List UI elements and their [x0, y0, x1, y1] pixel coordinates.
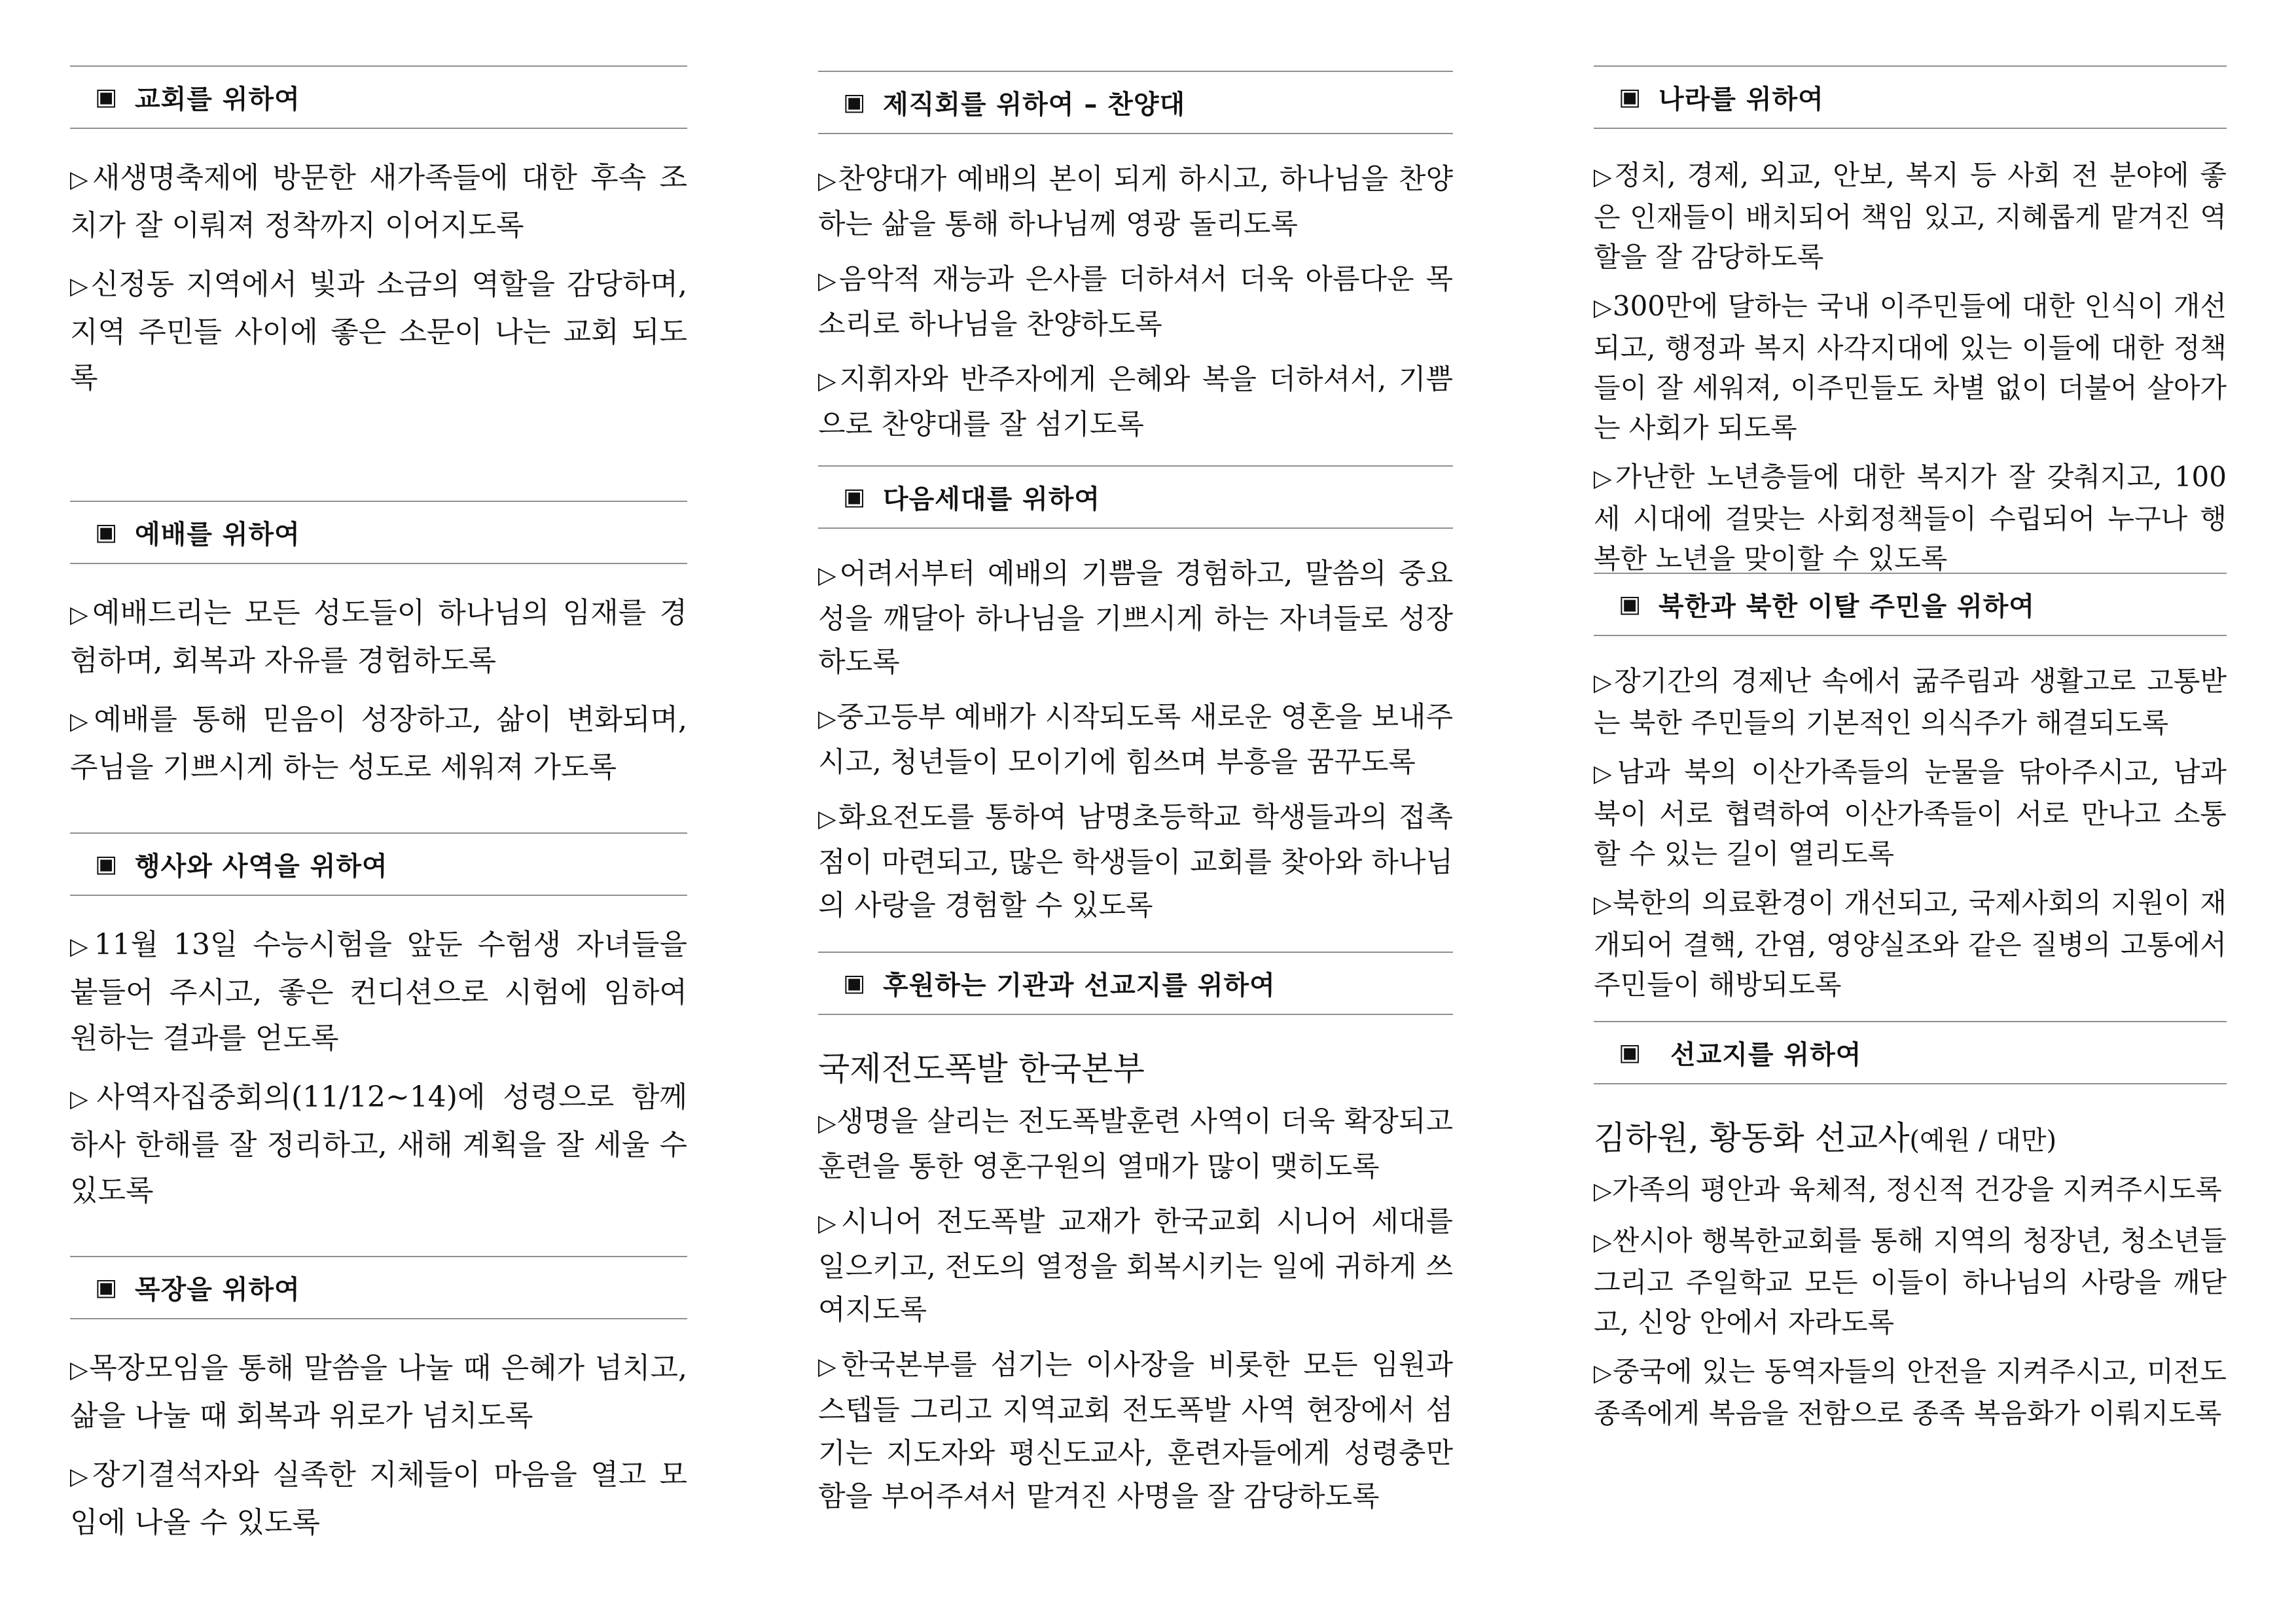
arrow-right-icon: ▷	[1594, 164, 1615, 190]
section-header-north-korea	[1594, 573, 2227, 636]
section-title: 교회를 위하여	[135, 84, 300, 115]
square-bullet-icon: ▣	[843, 89, 867, 116]
arrow-right-icon: ▷	[70, 1086, 97, 1113]
square-bullet-icon: ▣	[95, 84, 118, 111]
prayer-item	[70, 1452, 687, 1546]
arrow-right-icon: ▷	[1594, 891, 1613, 918]
prayer-item	[1594, 286, 2227, 448]
arrow-right-icon: ▷	[1594, 1360, 1613, 1387]
arrow-right-icon: ▷	[818, 368, 840, 395]
prayer-text: 음악적 재능과 은사를 더하셔서 더욱 아름다운 목소리로 하나님을 찬양하도록	[818, 263, 1453, 341]
prayer-item	[1594, 883, 2227, 1005]
prayer-item	[1594, 1221, 2227, 1342]
arrow-right-icon: ▷	[1594, 294, 1613, 321]
square-bullet-icon: ▣	[843, 484, 867, 510]
column-3	[1594, 65, 2227, 1469]
arrow-right-icon: ▷	[818, 806, 838, 832]
section-body	[1594, 1084, 2227, 1469]
arrow-right-icon: ▷	[70, 708, 94, 735]
arrow-right-icon: ▷	[1594, 1178, 1612, 1205]
prayer-text: 중고등부 예배가 시작되도록 새로운 영혼을 보내주시고, 청년들이 모이기에 힘쓰며 부흥을 꿈꾸도록	[818, 701, 1454, 779]
prayer-text: 신정동 지역에서 빛과 소금의 역할을 감당하며, 지역 주민들 사이에 좋은 소문이 나는 교회 되도록	[70, 268, 687, 395]
prayer-item	[1594, 1169, 2227, 1211]
section-body	[818, 134, 1453, 465]
section-header-events	[70, 832, 687, 896]
square-bullet-icon: ▣	[95, 851, 118, 878]
prayer-text: 찬양대가 예배의 본이 되게 하시고, 하나님을 찬양하는 삶을 통해 하나님께 영광 돌리도록	[818, 163, 1453, 241]
prayer-text: 북한의 의료환경이 개선되고, 국제사회의 지원이 재개되어 결핵, 간염, 영양실조와 같은 질병의 고통에서 주민들이 해방되도록	[1594, 887, 2227, 1001]
prayer-item	[1594, 1351, 2227, 1433]
arrow-right-icon: ▷	[1594, 1229, 1613, 1256]
arrow-right-icon: ▷	[70, 601, 92, 628]
prayer-text: 싼시아 행복한교회를 통해 지역의 청장년, 청소년들 그리고 주일학교 모든 이들이 하나님의 사랑을 깨닫고, 신앙 안에서 자라도록	[1594, 1224, 2227, 1338]
prayer-text: 예배를 통해 믿음이 성장하고, 삶이 변화되며, 주님을 기쁘시게 하는 성도로 세워져 가도록	[70, 703, 688, 784]
prayer-item	[818, 1344, 1453, 1518]
section-body	[70, 1319, 687, 1585]
column-1	[70, 65, 687, 1585]
arrow-right-icon: ▷	[818, 1353, 841, 1380]
section-title: 예배를 위하여	[135, 520, 300, 550]
section-body	[1594, 636, 2227, 1021]
square-bullet-icon: ▣	[843, 970, 867, 997]
prayer-item	[818, 1200, 1453, 1332]
prayer-item	[818, 258, 1453, 346]
prayer-item	[818, 358, 1453, 446]
section-body	[818, 529, 1453, 952]
prayer-item	[818, 696, 1453, 784]
arrow-right-icon: ▷	[818, 705, 836, 732]
square-bullet-icon: ▣	[1619, 84, 1642, 111]
section-body	[70, 564, 687, 832]
prayer-item	[818, 158, 1453, 246]
prayer-text: 정치, 경제, 외교, 안보, 복지 등 사회 전 분야에 좋은 인재들이 배치되어 책임 있고, 지혜롭게 맡겨진 역할을 잘 감당하도록	[1594, 159, 2227, 273]
section-title: 나라를 위하여	[1659, 84, 1824, 115]
prayer-text: 사역자집중회의(11/12~14)에 성령으로 함께 하사 한해를 잘 정리하고, 새해 계획을 잘 세울 수 있도록	[70, 1080, 687, 1207]
section-title: 제직회를 위하여 – 찬양대	[883, 90, 1186, 120]
prayer-text: 목장모임을 통해 말씀을 나눌 때 은혜가 넘치고, 삶을 나눌 때 회복과 위로가 넘치도록	[70, 1351, 687, 1433]
prayer-text: 시니어 전도폭발 교재가 한국교회 시니어 세대를 일으키고, 전도의 열정을 회복시키는 일에 귀하게 쓰여지도록	[818, 1205, 1453, 1327]
missionary-title	[1594, 1112, 2227, 1159]
prayer-text: 11월 13일 수능시험을 앞둔 수험생 자녀들을 붙들어 주시고, 좋은 컨디션으로 시험에 임하여 원하는 결과를 얻도록	[70, 928, 687, 1055]
prayer-item	[1594, 752, 2227, 874]
section-title: 행사와 사역을 위하여	[135, 851, 388, 882]
prayer-text: 300만에 달하는 국내 이주민들에 대한 인식이 개선되고, 행정과 복지 사각지대에 있는 이들에 대한 정책들이 잘 세워져, 이주민들도 차별 없이 더불어 살아가는 사회가 되도록	[1594, 290, 2227, 444]
missionary-location: (예원 / 대만)	[1909, 1126, 2057, 1156]
section-body	[818, 1015, 1453, 1556]
prayer-item	[818, 796, 1453, 927]
organization-title: 국제전도폭발 한국본부	[818, 1050, 1145, 1088]
section-body	[1594, 129, 2227, 573]
prayer-text: 가난한 노년층들에 대한 복지가 잘 갖춰지고, 100세 시대에 걸맞는 사회정책들이 수립되어 누구나 행복한 노년을 맞이할 수 있도록	[1594, 461, 2227, 575]
square-bullet-icon: ▣	[1619, 591, 1642, 618]
arrow-right-icon: ▷	[1594, 669, 1615, 696]
prayer-item	[1594, 457, 2227, 579]
arrow-right-icon: ▷	[818, 1110, 836, 1137]
prayer-item	[1594, 661, 2227, 743]
section-title: 선교지를 위하여	[1670, 1040, 1862, 1070]
prayer-text: 지휘자와 반주자에게 은혜와 복을 더하셔서, 기쁨으로 찬양대를 잘 섬기도록	[818, 363, 1453, 441]
section-header-nation	[1594, 65, 2227, 129]
column-2	[818, 71, 1453, 1556]
arrow-right-icon: ▷	[70, 166, 92, 193]
prayer-text: 예배드리는 모든 성도들이 하나님의 임재를 경험하며, 회복과 자유를 경험하도록	[70, 596, 688, 677]
arrow-right-icon: ▷	[818, 168, 838, 194]
section-title: 후원하는 기관과 선교지를 위하여	[883, 971, 1276, 1001]
square-bullet-icon: ▣	[95, 1274, 118, 1301]
arrow-right-icon: ▷	[818, 268, 839, 294]
section-header-next-generation	[818, 465, 1453, 529]
arrow-right-icon: ▷	[70, 1357, 90, 1383]
prayer-item	[70, 697, 687, 791]
prayer-text: 생명을 살리는 전도폭발훈련 사역이 더욱 확장되고 훈련을 통한 영혼구원의 열매가 많이 맺히도록	[818, 1105, 1454, 1183]
section-header-church	[70, 65, 687, 129]
prayer-text: 남과 북의 이산가족들의 눈물을 닦아주시고, 남과 북이 서로 협력하여 이산가족들이 서로 만나고 소통할 수 있는 길이 열리도록	[1594, 756, 2227, 870]
prayer-text: 장기결석자와 실족한 지체들이 마음을 열고 모임에 나올 수 있도록	[70, 1458, 688, 1539]
prayer-text: 한국본부를 섬기는 이사장을 비롯한 모든 임원과 스텝들 그리고 지역교회 전도폭발 사역 현장에서 섬기는 지도자와 평신도교사, 훈련자들에게 성령충만함을 부어주셔서 맡겨진 사명을 잘 감당하도록	[818, 1349, 1453, 1513]
section-body	[70, 129, 688, 395]
prayer-item	[818, 552, 1453, 684]
arrow-right-icon: ▷	[70, 1463, 92, 1490]
arrow-right-icon: ▷	[70, 933, 94, 960]
section-header-mission-support	[818, 952, 1453, 1015]
arrow-right-icon: ▷	[70, 273, 91, 300]
arrow-right-icon: ▷	[1594, 465, 1615, 492]
prayer-item	[70, 922, 687, 1061]
prayer-text: 어려서부터 예배의 기쁨을 경험하고, 말씀의 중요성을 깨달아 하나님을 기쁘시게 하는 자녀들로 성장하도록	[818, 558, 1453, 679]
prayer-item	[70, 155, 687, 249]
prayer-item	[70, 262, 687, 401]
missionary-names: 김하원, 황동화 선교사	[1594, 1119, 1910, 1157]
square-bullet-icon: ▣	[95, 519, 118, 546]
section-header-choir	[818, 71, 1453, 134]
section-title: 목장을 위하여	[135, 1275, 300, 1305]
section-header-cell-group	[70, 1256, 687, 1319]
section-body	[70, 896, 687, 1256]
section-header-missionary	[1594, 1021, 2227, 1084]
section-title: 북한과 북한 이탈 주민을 위하여	[1659, 592, 2036, 622]
prayer-item	[70, 590, 687, 684]
section-title: 다음세대를 위하여	[883, 484, 1101, 514]
prayer-item	[818, 1100, 1453, 1188]
arrow-right-icon: ▷	[1594, 760, 1617, 787]
arrow-right-icon: ▷	[818, 562, 840, 589]
prayer-item	[70, 1075, 687, 1214]
prayer-text: 새생명축제에 방문한 새가족들에 대한 후속 조치가 잘 이뤄져 정착까지 이어지도록	[70, 161, 688, 242]
section-header-worship	[70, 501, 687, 564]
prayer-text: 가족의 평안과 육체적, 정신적 건강을 지켜주시도록	[1611, 1173, 2222, 1205]
prayer-text: 중국에 있는 동역자들의 안전을 지켜주시고, 미전도 종족에게 복음을 전함으로 종족 복음화가 이뤄지도록	[1594, 1355, 2227, 1429]
prayer-item	[1594, 155, 2227, 277]
prayer-text: 장기간의 경제난 속에서 굶주림과 생활고로 고통받는 북한 주민들의 기본적인 의식주가 해결되도록	[1594, 665, 2227, 739]
prayer-text: 화요전도를 통하여 남명초등학교 학생들과의 접촉점이 마련되고, 많은 학생들이 교회를 찾아와 하나님의 사랑을 경험할 수 있도록	[818, 801, 1453, 922]
arrow-right-icon: ▷	[818, 1210, 841, 1237]
prayer-item	[70, 1346, 687, 1439]
square-bullet-icon: ▣	[1619, 1039, 1642, 1066]
